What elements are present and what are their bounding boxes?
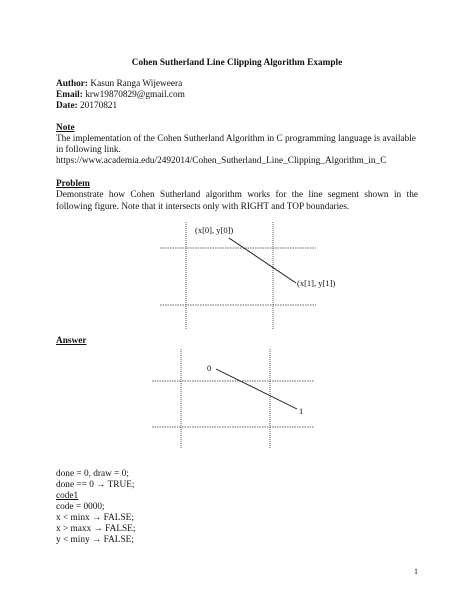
code-line-1: done = 0, draw = 0; [56, 469, 129, 479]
answer-end-point-label: 1 [299, 406, 304, 416]
note-heading: Note [56, 123, 75, 133]
note-link[interactable]: https://www.academia.edu/2492014/Cohen_Sutherland_Line_Clipping_Algorithm_in_C [56, 156, 387, 166]
email-label: Email: [56, 90, 83, 100]
document-title: Cohen Sutherland Line Clipping Algorithm Example [131, 58, 343, 68]
answer-line-segment [216, 369, 297, 409]
code-line-2: done == 0 → TRUE; [56, 480, 135, 490]
code-line-3: code1 [56, 491, 79, 501]
author-name: Kasun Ranga Wijeweera [90, 79, 183, 89]
page-number: 1 [414, 567, 418, 576]
code-line-6: x > maxx → FALSE; [56, 524, 136, 534]
answer-start-point-label: 0 [207, 363, 212, 373]
code-line-5: x < minx → FALSE; [56, 513, 134, 523]
problem-start-point-label: (x[0], y[0]) [195, 225, 234, 235]
date-label: Date: [56, 101, 78, 111]
author-label: Author: [56, 79, 89, 89]
date-value: 20170821 [80, 101, 118, 111]
note-text-line2: in following link. [56, 145, 121, 155]
problem-text: Demonstrate how Cohen Sutherland algorithm works for the line segment shown in the following figure. Note that it intersects only with RIGHT and TOP boundaries. [56, 190, 418, 212]
code-line-4: code = 0000; [56, 502, 105, 512]
note-text-line1: The implementation of the Cohen Sutherland Algorithm in C programming language is available [56, 134, 416, 144]
problem-end-point-label: (x[1], y[1]) [297, 278, 336, 288]
code-line-7: y < miny → FALSE; [56, 535, 134, 545]
answer-heading: Answer [56, 336, 87, 346]
email-value: krw19870829@gmail.com [85, 90, 185, 100]
problem-heading: Problem [56, 179, 90, 189]
